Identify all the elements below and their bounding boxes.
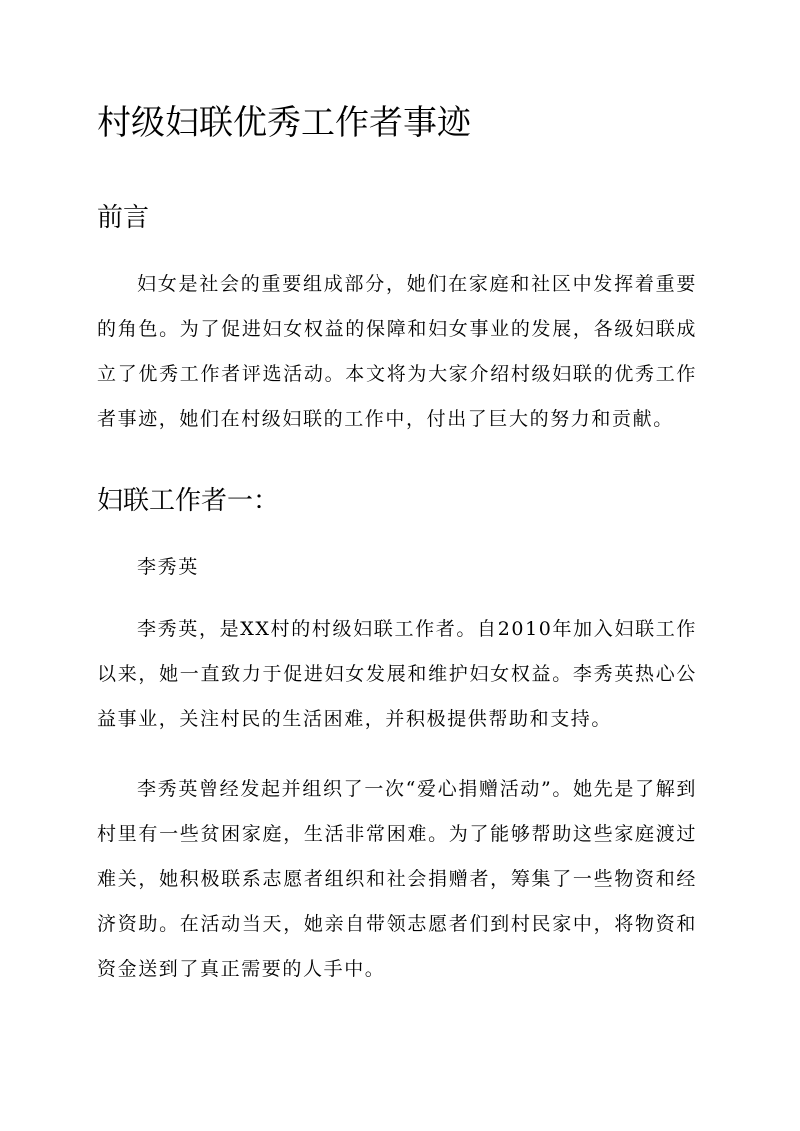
section-heading-preface: 前言 [97, 203, 150, 233]
preface-paragraph: 妇女是社会的重要组成部分，她们在家庭和社区中发挥着重要的角色。为了促进妇女权益的保障和妇女事业的发展，各级妇联成立了优秀工作者评选活动。本文将为大家介绍村级妇联的优秀工作者事迹，她们在村级妇联的工作中，付出了巨大的努力和贡献。 [97, 273, 697, 430]
document-title: 村级妇联优秀工作者事迹 [97, 103, 471, 143]
worker-name: 李秀英 [137, 556, 199, 578]
worker-paragraph-1: 李秀英，是XX村的村级妇联工作者。自2010年加入妇联工作以来，她一直致力于促进妇女发展和维护妇女权益。李秀英热心公益事业，关注村民的生活困难，并积极提供帮助和支持。 [97, 618, 697, 730]
worker-paragraph-2: 李秀英曾经发起并组织了一次“爱心捐赠活动”。她先是了解到村里有一些贫困家庭，生活非常困难。为了能够帮助这些家庭渡过难关，她积极联系志愿者组织和社会捐赠者，筹集了一些物资和经济资助。在活动当天，她亲自带领志愿者们到村民家中，将物资和资金送到了真正需要的人手中。 [97, 778, 697, 980]
section-heading-worker-one: 妇联工作者一： [97, 486, 280, 516]
